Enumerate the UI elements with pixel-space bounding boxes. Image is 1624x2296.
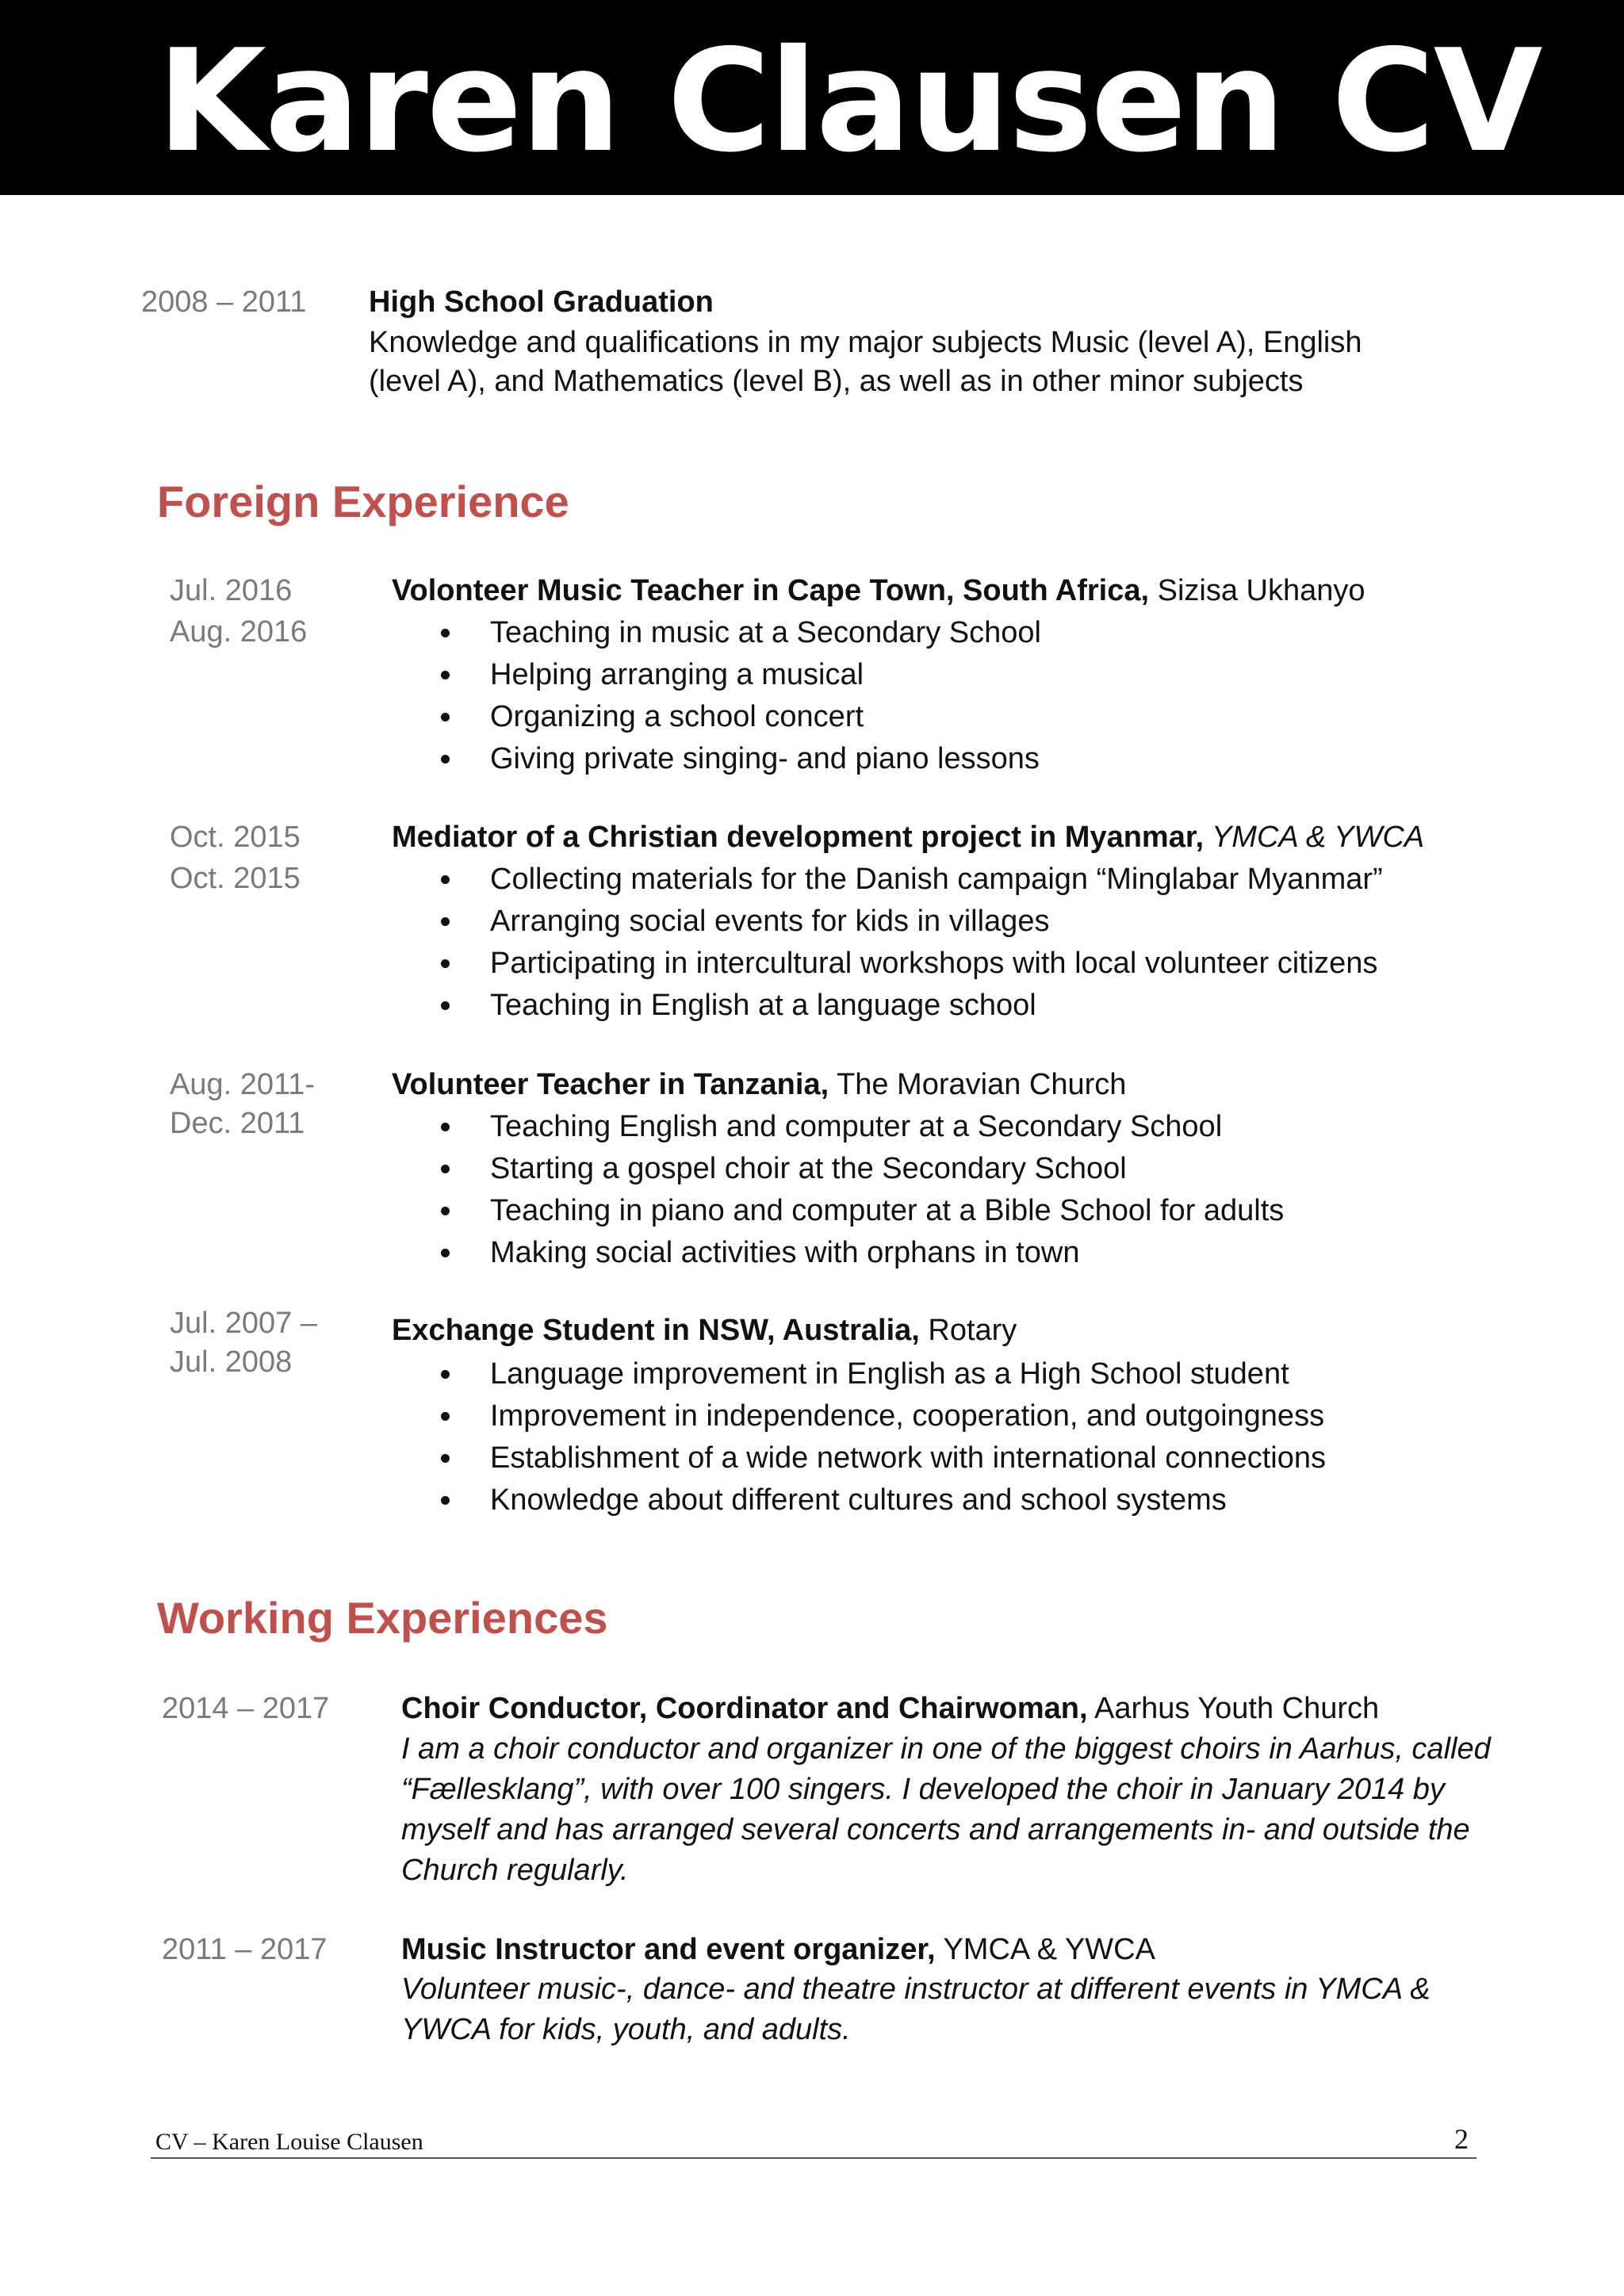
foreign-entry-org: YMCA & YWCA: [1204, 821, 1425, 854]
list-item: [392, 859, 1383, 901]
bullet-icon: [441, 959, 450, 968]
list-item-text: Teaching in music at a Secondary School: [490, 616, 1041, 649]
foreign-entry-role: Exchange Student in NSW, Australia,: [392, 1314, 920, 1347]
education-date: 2008 – 2011: [141, 285, 307, 319]
bullet-icon: [441, 1123, 450, 1131]
footer-divider: [151, 2157, 1477, 2159]
foreign-entry-date-end: Oct. 2015: [170, 862, 301, 895]
list-item: [392, 612, 1041, 654]
list-item-text: Organizing a school concert: [490, 700, 864, 733]
list-item: [392, 901, 1383, 943]
bullet-icon: [441, 629, 450, 637]
list-item: [392, 696, 1041, 738]
foreign-entry-role: Volunteer Teacher in Tanzania,: [392, 1068, 829, 1101]
working-entry-role: Music Instructor and event organizer,: [401, 1933, 936, 1966]
foreign-entry-date-start: Aug. 2011-: [170, 1068, 316, 1101]
working-entry-date: 2011 – 2017: [162, 1933, 327, 1966]
working-entry-org: Aarhus Youth Church: [1087, 1692, 1380, 1725]
foreign-entry-date-start: Jul. 2016: [170, 574, 293, 607]
bullet-icon: [441, 875, 450, 884]
bullet-icon: [441, 1454, 450, 1463]
working-entry-title: [401, 1929, 1155, 1970]
education-description: Knowledge and qualifications in my major subjects Music (level A), English (level A), and Mathematics (level B), as well as in other minor subjects: [369, 326, 1362, 398]
bullet-icon: [441, 1207, 450, 1215]
list-item-text: Knowledge about different cultures and school systems: [490, 1483, 1227, 1517]
list-item-text: Teaching in piano and computer at a Bible School for adults: [490, 1194, 1285, 1227]
foreign-entry-org: The Moravian Church: [829, 1068, 1127, 1101]
page-title: Karen Clausen CV: [157, 19, 1542, 183]
list-item: [392, 1106, 1284, 1148]
page-number: 2: [1454, 2123, 1469, 2155]
list-item-text: Language improvement in English as a High School student: [490, 1357, 1289, 1391]
foreign-entry-date-end: Jul. 2008: [170, 1345, 293, 1379]
foreign-entry-title: [392, 1310, 1017, 1351]
education-title: [369, 281, 714, 323]
foreign-entry-title: [392, 570, 1365, 611]
bullet-icon: [441, 1412, 450, 1421]
bullet-icon: [441, 1370, 450, 1379]
list-item-text: Improvement in independence, cooperation, and outgoingness: [490, 1399, 1325, 1433]
list-item-text: Teaching English and computer at a Secondary School: [490, 1110, 1223, 1143]
list-item: [392, 1395, 1326, 1437]
list-item: [392, 738, 1041, 780]
bullet-icon: [441, 671, 450, 679]
bullet-icon: [441, 1001, 450, 1010]
bullet-icon: [441, 1496, 450, 1505]
bullet-icon: [441, 713, 450, 721]
foreign-entry-title: [392, 1064, 1126, 1105]
foreign-entry-date-end: Aug. 2016: [170, 615, 308, 649]
foreign-entry-org: Sizisa Ukhanyo: [1149, 574, 1365, 607]
foreign-entry-bullets: [392, 612, 1041, 780]
working-entry-description: I am a choir conductor and organizer in one of the biggest choirs in Aarhus, called “Fællesklang”, with over 100 singers. I developed the choir in January 2014 by myself and has arranged several concerts and arrangements in- and outside the Church regularly.: [401, 1732, 1491, 1887]
foreign-entry-title: [392, 817, 1424, 858]
header-bar: [0, 0, 1624, 195]
foreign-entry-bullets: [392, 859, 1383, 1027]
list-item-text: Helping arranging a musical: [490, 658, 864, 691]
footer-label: CV – Karen Louise Clausen: [155, 2129, 423, 2155]
list-item: [392, 1190, 1284, 1232]
list-item: [392, 1353, 1326, 1395]
working-entry-org: YMCA & YWCA: [935, 1933, 1155, 1966]
working-experiences-heading: Working Experiences: [157, 1593, 608, 1643]
bullet-icon: [441, 1249, 450, 1257]
foreign-entry-date-start: Jul. 2007 –: [170, 1307, 317, 1340]
list-item: [392, 1479, 1326, 1521]
list-item: [392, 654, 1041, 696]
list-item: [392, 1232, 1284, 1274]
list-item-text: Collecting materials for the Danish campaign “Minglabar Myanmar”: [490, 863, 1383, 896]
list-item: [392, 1148, 1284, 1190]
bullet-icon: [441, 755, 450, 763]
foreign-entry-date-end: Dec. 2011: [170, 1107, 305, 1140]
working-entry-date: 2014 – 2017: [162, 1692, 330, 1725]
bullet-icon: [441, 1165, 450, 1173]
list-item: [392, 1437, 1326, 1479]
foreign-entry-role: Mediator of a Christian development project in Myanmar,: [392, 821, 1205, 854]
foreign-entry-bullets: [392, 1106, 1284, 1274]
foreign-entry-org: Rotary: [919, 1314, 1017, 1347]
foreign-entry-role: Volonteer Music Teacher in Cape Town, South Africa,: [392, 574, 1150, 607]
education-title-text: High School Graduation: [369, 285, 714, 319]
list-item: [392, 985, 1383, 1027]
list-item-text: Arranging social events for kids in villages: [490, 905, 1050, 938]
list-item: [392, 943, 1383, 985]
list-item-text: Giving private singing- and piano lessons: [490, 742, 1040, 775]
list-item-text: Making social activities with orphans in town: [490, 1236, 1080, 1269]
foreign-entry-bullets: [392, 1353, 1326, 1521]
foreign-entry-date-start: Oct. 2015: [170, 821, 301, 854]
bullet-icon: [441, 917, 450, 926]
list-item-text: Teaching in English at a language school: [490, 989, 1036, 1022]
working-entry-role: Choir Conductor, Coordinator and Chairwoman,: [401, 1692, 1088, 1725]
foreign-experience-heading: Foreign Experience: [157, 476, 569, 526]
working-entry-description: Volunteer music-, dance- and theatre instructor at different events in YMCA & YWCA for kids, youth, and adults.: [401, 1973, 1431, 2046]
list-item-text: Establishment of a wide network with international connections: [490, 1441, 1327, 1475]
list-item-text: Starting a gospel choir at the Secondary School: [490, 1152, 1127, 1185]
working-entry-title: [401, 1688, 1379, 1729]
list-item-text: Participating in intercultural workshops with local volunteer citizens: [490, 947, 1378, 980]
